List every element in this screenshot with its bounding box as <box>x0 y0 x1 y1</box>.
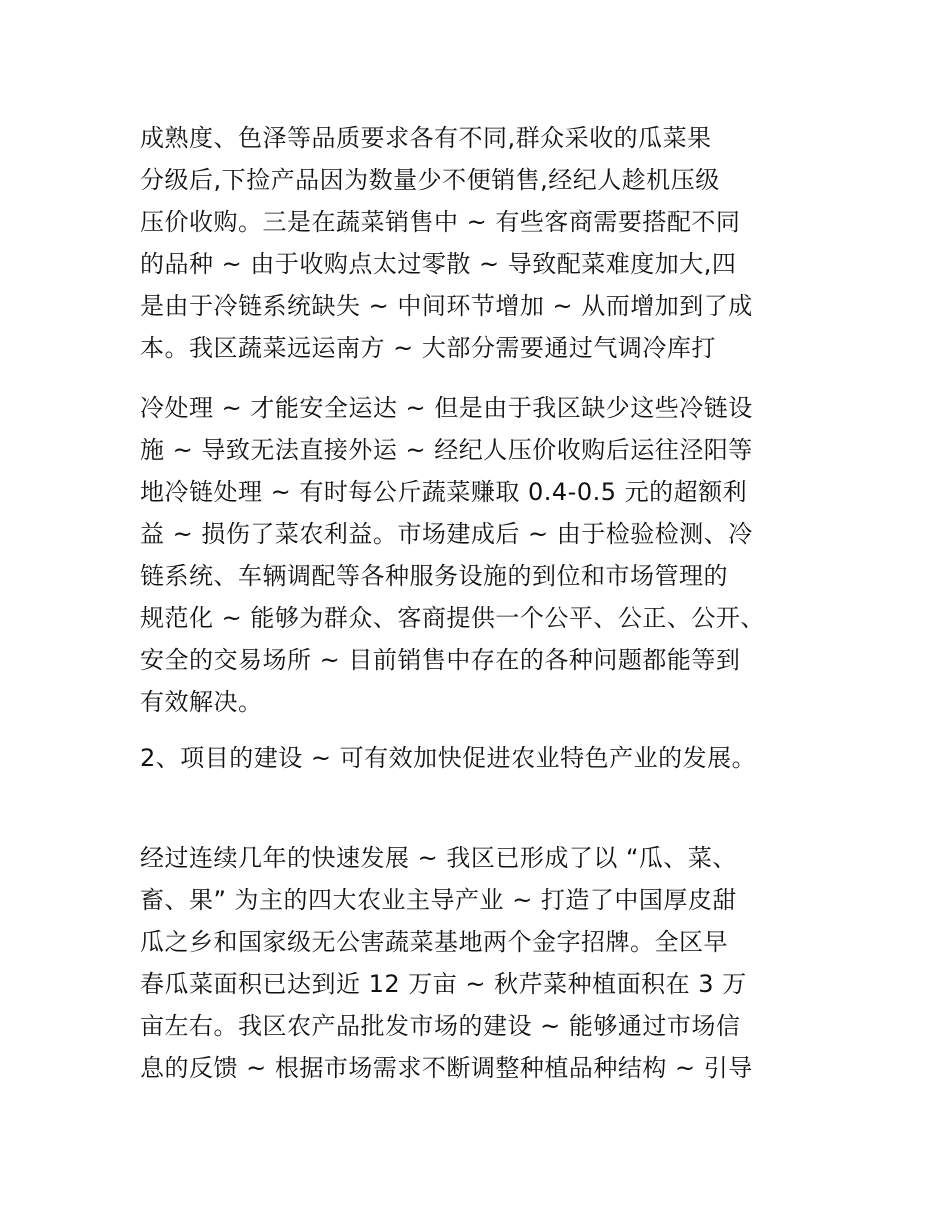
paragraph-2-line-7: 安全的交易场所 ~ 目前销售中存在的各种问题都能等到 <box>140 646 741 674</box>
paragraph-3-line-5: 亩左右。我区农产品批发市场的建设 ~ 能够通过市场信 <box>140 1012 741 1040</box>
paragraph-1-line-1: 成熟度、色泽等品质要求各有不同,群众采收的瓜菜果 <box>140 124 712 152</box>
paragraph-1-line-2: 分级后,下捡产品因为数量少不便销售,经纪人趁机压级 <box>140 166 720 194</box>
paragraph-2-line-3: 地冷链处理 ~ 有时每公斤蔬菜赚取 0.4-0.5 元的超额利 <box>140 478 748 506</box>
paragraph-2-line-8: 有效解决。 <box>140 688 263 716</box>
paragraph-1-line-4: 的品种 ~ 由于收购点太过零散 ~ 导致配菜难度加大,四 <box>140 250 737 278</box>
paragraph-1-line-6: 本。我区蔬菜远运南方 ~ 大部分需要通过气调冷库打 <box>140 334 716 362</box>
paragraph-3-line-1: 经过连续几年的快速发展 ~ 我区已形成了以 “瓜、菜、 <box>140 844 737 872</box>
paragraph-1-line-5: 是由于冷链系统缺失 ~ 中间环节增加 ~ 从而增加到了成 <box>140 292 753 320</box>
paragraph-2-line-6: 规范化 ~ 能够为群众、客商提供一个公平、公正、公开、 <box>140 604 765 632</box>
paragraph-2-line-4: 益 ~ 损伤了菜农利益。市场建成后 ~ 由于检验检测、冷 <box>140 520 753 548</box>
paragraph-3-line-6: 息的反馈 ~ 根据市场需求不断调整种植品种结构 ~ 引导 <box>140 1054 753 1082</box>
paragraph-3-line-2: 畜、果” 为主的四大农业主导产业 ~ 打造了中国厚皮甜 <box>140 886 737 914</box>
paragraph-2-line-2: 施 ~ 导致无法直接外运 ~ 经纪人压价收购后运往泾阳等 <box>140 436 753 464</box>
section-heading-2: 2、项目的建设 ~ 可有效加快促进农业特色产业的发展。 <box>140 744 757 772</box>
paragraph-2-line-1: 冷处理 ~ 才能安全运达 ~ 但是由于我区缺少这些冷链设 <box>140 394 753 422</box>
paragraph-3-line-4: 春瓜菜面积已达到近 12 万亩 ~ 秋芹菜种植面积在 3 万 <box>140 970 747 998</box>
paragraph-3-line-3: 瓜之乡和国家级无公害蔬菜基地两个金字招牌。全区早 <box>140 928 728 956</box>
paragraph-2-line-5: 链系统、车辆调配等各种服务设施的到位和市场管理的 <box>140 562 728 590</box>
paragraph-1-line-3: 压价收购。三是在蔬菜销售中 ~ 有些客商需要搭配不同 <box>140 208 741 236</box>
